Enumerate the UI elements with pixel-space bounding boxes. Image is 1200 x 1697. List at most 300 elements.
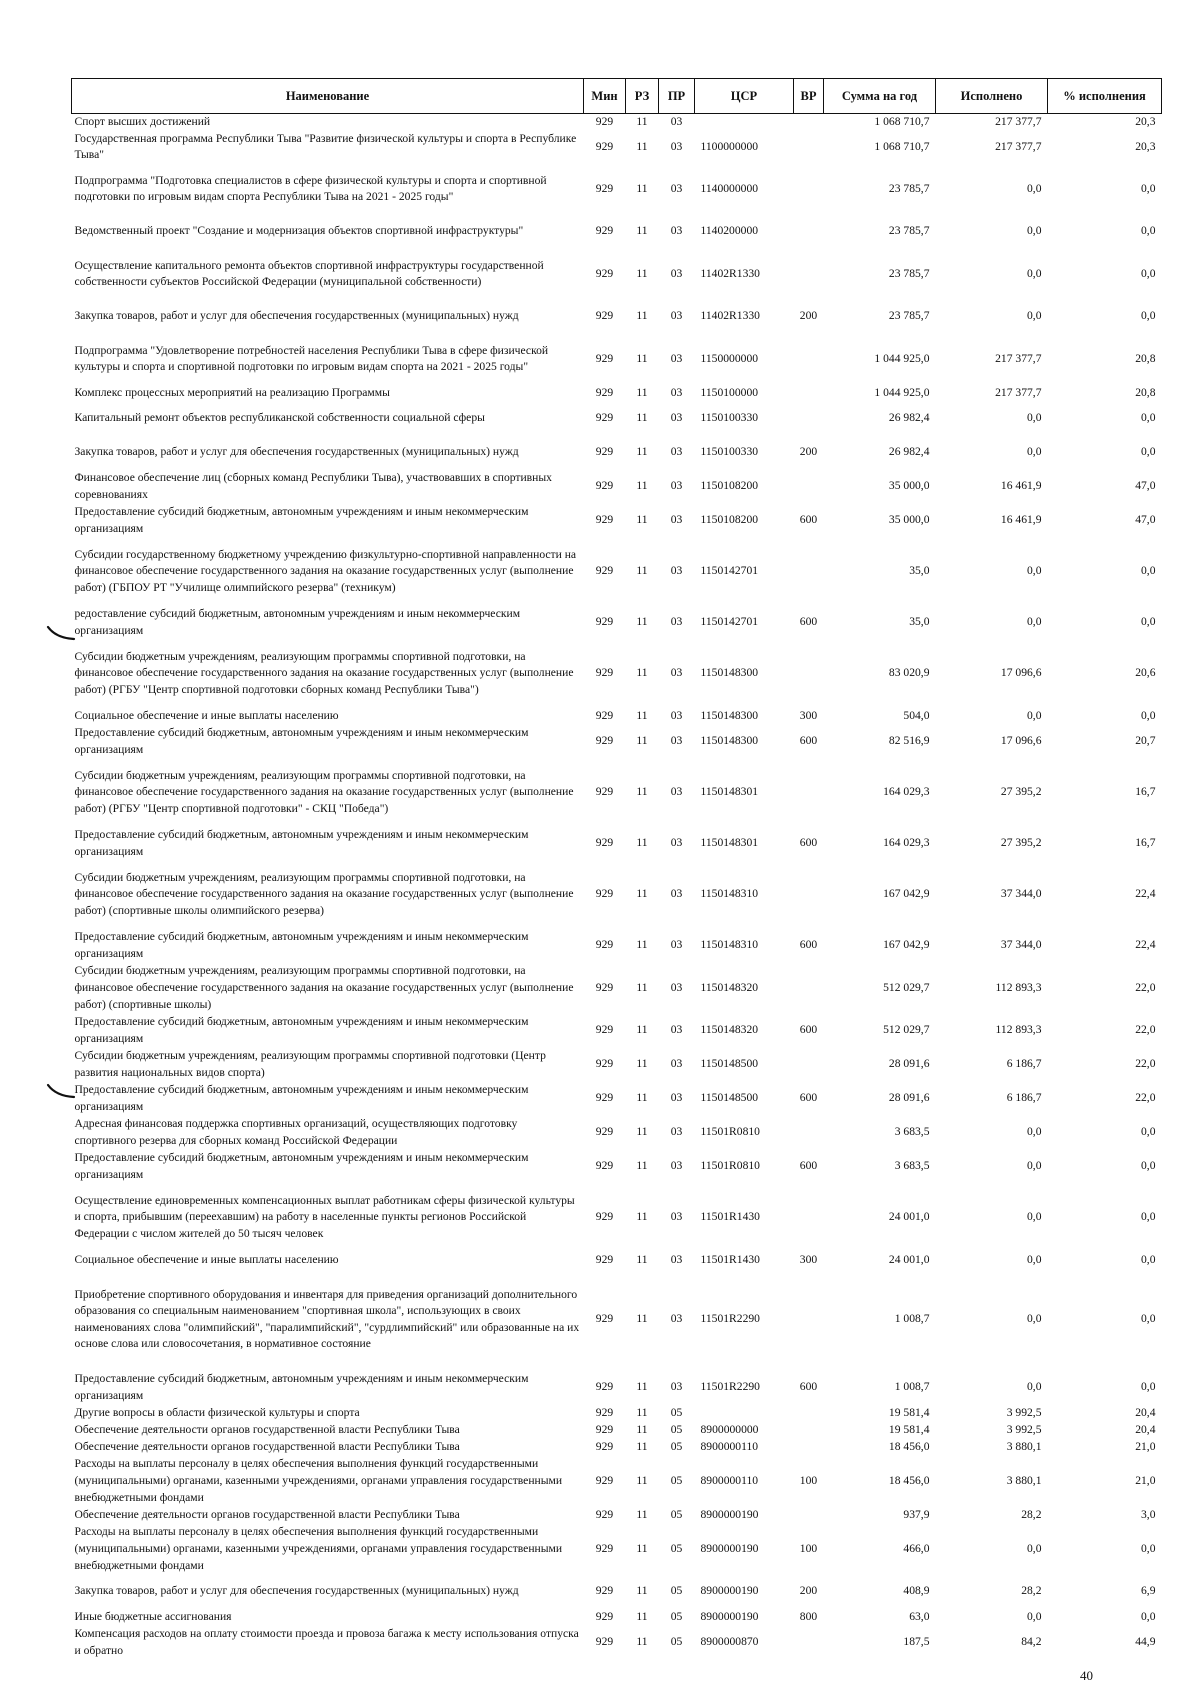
row-percent: 3,0 (1141, 1507, 1156, 1521)
row-vr (794, 640, 824, 708)
row-min: 929 (595, 181, 614, 195)
header-sum: Сумма на год (824, 79, 936, 114)
row-sum: 1 044 925,0 (874, 385, 930, 399)
row-vr: 300 (799, 708, 818, 722)
row-sum: 1 068 710,7 (874, 115, 930, 128)
row-csr: 1150000000 (700, 351, 759, 365)
row-vr: 600 (799, 734, 818, 748)
row-min: 929 (595, 445, 614, 459)
row-csr (695, 1405, 794, 1422)
row-rz: 11 (636, 1541, 648, 1555)
row-name: Субсидии бюджетным учреждениям, реализующим программы спортивной подготовки, на финансовое обеспечение государственного задания на оказание государственных услуг (выполнение работ) (РГБУ "Центр спортивной подготовки" - СКЦ "Победа") (74, 768, 574, 816)
row-name: Предоставление субсидий бюджетным, автономным учреждениям и иным некоммерческим организациям (74, 828, 529, 858)
row-vr: 100 (799, 1473, 818, 1487)
row-sum: 466,0 (903, 1541, 930, 1555)
row-min: 929 (595, 1439, 614, 1453)
row-vr: 600 (799, 1159, 818, 1173)
row-min: 929 (595, 411, 614, 425)
row-sum: 1 008,7 (894, 1380, 930, 1394)
row-sum: 164 029,3 (883, 836, 930, 850)
row-rz: 11 (636, 708, 648, 722)
row-percent: 21,0 (1135, 1439, 1156, 1453)
table-row (72, 606, 1162, 640)
row-sum: 23 785,7 (888, 181, 930, 195)
row-percent: 0,0 (1141, 564, 1156, 578)
row-executed: 0,0 (1027, 1159, 1042, 1173)
row-vr (794, 963, 824, 1014)
row-min: 929 (595, 980, 614, 994)
row-pr: 03 (670, 1312, 683, 1326)
row-name: Предоставление субсидий бюджетным, автономным учреждениям и иным некоммерческим организациям (74, 726, 529, 756)
table-row (72, 1082, 1162, 1116)
row-csr: 1150148301 (700, 836, 759, 850)
row-percent: 20,8 (1135, 351, 1156, 365)
row-sum: 35 000,0 (888, 479, 930, 493)
row-min: 929 (595, 1380, 614, 1394)
row-min: 929 (595, 1125, 614, 1139)
row-csr: 1150148300 (700, 666, 759, 680)
row-sum: 28 091,6 (888, 1091, 930, 1105)
row-percent: 47,0 (1135, 479, 1156, 493)
row-csr: 11402R1330 (700, 309, 760, 323)
row-rz: 11 (636, 181, 648, 195)
row-executed: 3 880,1 (1006, 1439, 1042, 1453)
row-rz: 11 (636, 1023, 648, 1037)
row-vr (794, 164, 824, 215)
row-rz: 11 (636, 411, 648, 425)
row-vr (794, 861, 824, 929)
row-pr: 03 (670, 1023, 683, 1037)
row-executed: 0,0 (1027, 266, 1042, 280)
row-name: Осуществление единовременных компенсационных выплат работникам сферы физической культуры и спорта, прибывшим (переехавшим) на работу в населенные пункты регионов Российской Федерации с числом жителей до 50 тысяч человек (74, 1193, 575, 1241)
row-pr: 03 (670, 1159, 683, 1173)
row-name: Ведомственный проект "Создание и модернизация объектов спортивной инфраструктуры" (74, 224, 524, 238)
row-csr: 1150148500 (700, 1091, 759, 1105)
row-rz: 11 (636, 513, 648, 527)
row-percent: 22,0 (1135, 1091, 1156, 1105)
row-sum: 167 042,9 (883, 938, 930, 952)
row-name: Капитальный ремонт объектов республиканской собственности социальной сферы (74, 411, 485, 425)
row-vr: 600 (799, 836, 818, 850)
row-rz: 11 (636, 836, 648, 850)
row-executed: 0,0 (1027, 1312, 1042, 1326)
row-rz: 11 (636, 938, 648, 952)
row-csr: 8900000190 (700, 1609, 759, 1623)
row-percent: 16,7 (1135, 836, 1156, 850)
row-pr: 05 (670, 1635, 683, 1649)
row-min: 929 (595, 1252, 614, 1266)
row-pr: 03 (670, 115, 683, 128)
table-row (72, 215, 1162, 249)
row-sum: 35,0 (909, 615, 930, 629)
row-min: 929 (595, 1159, 614, 1173)
row-csr: 1150148310 (700, 938, 759, 952)
row-rz: 11 (636, 1609, 648, 1623)
row-csr: 8900000000 (700, 1422, 759, 1436)
row-pr: 03 (670, 734, 683, 748)
row-min: 929 (595, 1473, 614, 1487)
row-name: Подпрограмма "Подготовка специалистов в сфере физической культуры и спорта и спортивной подготовки по игровым видам спорта Республики Тыва на 2021 - 2025 годы" (74, 173, 547, 204)
row-sum: 63,0 (909, 1609, 930, 1623)
row-executed: 0,0 (1027, 1125, 1042, 1139)
row-min: 929 (595, 1023, 614, 1037)
row-min: 929 (595, 1635, 614, 1649)
table-row (72, 164, 1162, 215)
row-csr: 11501R2290 (700, 1380, 760, 1394)
row-sum: 23 785,7 (888, 309, 930, 323)
row-name: Социальное обеспечение и иные выплаты населению (74, 708, 339, 722)
row-pr: 05 (670, 1609, 683, 1623)
row-name: Адресная финансовая поддержка спортивных организаций, осуществляющих подготовку спортивного резерва для сборных команд Российской Федерации (74, 1117, 518, 1147)
row-vr (794, 1422, 824, 1439)
row-pr: 03 (670, 938, 683, 952)
table-row (72, 1575, 1162, 1609)
table-row (72, 1184, 1162, 1252)
row-min: 929 (595, 836, 614, 850)
header-min: Мин (584, 79, 626, 114)
row-name: Финансовое обеспечение лиц (сборных команд Республики Тыва), участвовавших в спортивных соревнованиях (74, 471, 552, 501)
row-pr: 03 (670, 980, 683, 994)
row-csr: 1140200000 (700, 224, 759, 238)
row-vr: 300 (799, 1252, 818, 1266)
row-rz: 11 (636, 887, 648, 901)
table-row (72, 1507, 1162, 1524)
row-executed: 0,0 (1027, 1380, 1042, 1394)
row-percent: 21,0 (1135, 1473, 1156, 1487)
row-percent: 0,0 (1141, 411, 1156, 425)
row-name: Расходы на выплаты персоналу в целях обеспечения выполнения функций государственными (муниципальными) органами, казенными учреждениями, органами управления государственными внебюджетными фондами (74, 1525, 563, 1572)
header-pr: ПР (659, 79, 695, 114)
row-pr: 03 (670, 1125, 683, 1139)
row-name: Компенсация расходов на оплату стоимости проезда и провоза багажа к месту использования отпуска и обратно (74, 1627, 579, 1657)
row-rz: 11 (636, 1439, 648, 1453)
row-name: Закупка товаров, работ и услуг для обеспечения государственных (муниципальных) нужд (74, 1584, 519, 1598)
row-name: Осуществление капитального ремонта объектов спортивной инфраструктуры государственной собственности субъектов Российской Федерации (муниципальной собственности) (74, 258, 544, 289)
row-csr: 1150148300 (700, 734, 759, 748)
row-min: 929 (595, 1057, 614, 1071)
row-rz: 11 (636, 351, 648, 365)
row-executed: 84,2 (1021, 1635, 1042, 1649)
row-sum: 3 683,5 (894, 1159, 930, 1173)
row-rz: 11 (636, 1635, 648, 1649)
row-name: Предоставление субсидий бюджетным, автономным учреждениям и иным некоммерческим организациям (74, 505, 529, 535)
table-row (72, 1456, 1162, 1507)
row-executed: 16 461,9 (1000, 479, 1042, 493)
row-vr: 200 (799, 309, 818, 323)
row-percent: 0,0 (1141, 1210, 1156, 1224)
row-pr: 03 (670, 1091, 683, 1105)
row-sum: 35 000,0 (888, 513, 930, 527)
row-percent: 0,0 (1141, 1312, 1156, 1326)
row-sum: 187,5 (903, 1635, 930, 1649)
table-row (72, 861, 1162, 929)
row-min: 929 (595, 1422, 614, 1436)
row-executed: 112 893,3 (995, 1023, 1042, 1037)
row-percent: 0,0 (1141, 266, 1156, 280)
row-min: 929 (595, 615, 614, 629)
row-pr: 03 (670, 513, 683, 527)
row-executed: 3 992,5 (1006, 1405, 1042, 1419)
row-executed: 0,0 (1027, 411, 1042, 425)
header-name: Наименование (72, 79, 584, 114)
row-executed: 0,0 (1027, 615, 1042, 629)
row-percent: 20,3 (1135, 139, 1156, 153)
row-sum: 35,0 (909, 564, 930, 578)
row-executed: 0,0 (1027, 309, 1042, 323)
row-rz: 11 (636, 1422, 648, 1436)
table-row (72, 1405, 1162, 1422)
row-rz: 11 (636, 139, 648, 153)
row-percent: 0,0 (1141, 181, 1156, 195)
row-csr: 1150148301 (700, 785, 759, 799)
row-rz: 11 (636, 666, 648, 680)
row-csr: 1150142701 (700, 564, 759, 578)
row-name: Предоставление субсидий бюджетным, автономным учреждениям и иным некоммерческим организациям (74, 1083, 529, 1113)
row-name: Приобретение спортивного оборудования и инвентаря для приведения организаций дополнительного образования со специальным наименованием "спортивная школа", использующих в своих наименованиях слова "олимпийский", "паралимпийский", "сурдлимпийский" или образованные на их основе слова или словосочетания, в нормативное состояние (74, 1287, 580, 1351)
row-min: 929 (595, 309, 614, 323)
row-percent: 47,0 (1135, 513, 1156, 527)
row-min: 929 (595, 1091, 614, 1105)
row-csr: 8900000870 (700, 1635, 759, 1649)
row-sum: 167 042,9 (883, 887, 930, 901)
row-pr: 03 (670, 708, 683, 722)
row-pr: 03 (670, 139, 683, 153)
row-vr (794, 215, 824, 249)
row-pr: 05 (670, 1507, 683, 1521)
table-row (72, 929, 1162, 963)
row-rz: 11 (636, 445, 648, 459)
row-percent: 22,0 (1135, 1057, 1156, 1071)
table-body (72, 114, 1162, 1660)
row-vr: 600 (799, 615, 818, 629)
row-min: 929 (595, 938, 614, 952)
row-csr: 1150108200 (700, 513, 759, 527)
row-pr: 03 (670, 266, 683, 280)
row-percent: 20,8 (1135, 385, 1156, 399)
row-min: 929 (595, 139, 614, 153)
table-row (72, 1524, 1162, 1575)
row-vr (794, 470, 824, 504)
row-sum: 26 982,4 (888, 445, 930, 459)
row-vr (794, 402, 824, 436)
row-pr: 03 (670, 224, 683, 238)
row-rz: 11 (636, 1405, 648, 1419)
row-sum: 19 581,4 (888, 1422, 930, 1436)
row-csr: 11501R1430 (700, 1252, 760, 1266)
row-executed: 17 096,6 (1000, 734, 1042, 748)
header-vr: ВР (794, 79, 824, 114)
row-pr: 03 (670, 615, 683, 629)
row-executed: 37 344,0 (1000, 938, 1042, 952)
row-percent: 0,0 (1141, 224, 1156, 238)
row-rz: 11 (636, 1507, 648, 1521)
row-rz: 11 (636, 1473, 648, 1487)
header-percent: % исполнения (1048, 79, 1162, 114)
row-percent: 22,0 (1135, 1023, 1156, 1037)
pen-mark-1 (46, 624, 76, 642)
table-row (72, 1252, 1162, 1269)
row-min: 929 (595, 513, 614, 527)
row-rz: 11 (636, 734, 648, 748)
row-vr (794, 1116, 824, 1150)
row-sum: 24 001,0 (888, 1210, 930, 1224)
row-pr: 03 (670, 445, 683, 459)
table-row (72, 385, 1162, 402)
row-name: Субсидии бюджетным учреждениям, реализующим программы спортивной подготовки, на финансовое обеспечение государственного задания на оказание государственных услуг (выполнение работ) (спортивные школы олимпийского резерва) (74, 870, 574, 918)
table-row (72, 1116, 1162, 1150)
row-name: Закупка товаров, работ и услуг для обеспечения государственных (муниципальных) нужд (74, 445, 519, 459)
row-csr: 1150100330 (700, 445, 759, 459)
row-pr: 05 (670, 1473, 683, 1487)
table-row (72, 708, 1162, 725)
row-name: Закупка товаров, работ и услуг для обеспечения государственных (муниципальных) нужд (74, 309, 519, 323)
row-name: Обеспечение деятельности органов государственной власти Республики Тыва (74, 1439, 460, 1453)
row-percent: 0,0 (1141, 309, 1156, 323)
table-row (72, 300, 1162, 334)
row-sum: 82 516,9 (888, 734, 930, 748)
row-pr: 05 (670, 1422, 683, 1436)
row-pr: 03 (670, 666, 683, 680)
row-pr: 03 (670, 564, 683, 578)
row-vr (794, 1269, 824, 1371)
row-pr: 03 (670, 785, 683, 799)
row-sum: 1 044 925,0 (874, 351, 930, 365)
row-min: 929 (595, 708, 614, 722)
table-row (72, 334, 1162, 385)
row-sum: 83 020,9 (888, 666, 930, 680)
table-row (72, 1422, 1162, 1439)
row-name: Социальное обеспечение и иные выплаты населению (74, 1252, 339, 1266)
budget-table (71, 78, 1162, 1660)
row-name: Предоставление субсидий бюджетным, автономным учреждениям и иным некоммерческим организациям (74, 930, 529, 960)
row-pr: 03 (670, 479, 683, 493)
row-vr (794, 759, 824, 827)
row-vr: 200 (799, 445, 818, 459)
row-executed: 0,0 (1027, 181, 1042, 195)
row-pr: 03 (670, 1057, 683, 1071)
row-percent: 0,0 (1141, 615, 1156, 629)
row-sum: 512 029,7 (883, 1023, 930, 1037)
row-csr: 11501R1430 (700, 1210, 760, 1224)
row-min: 929 (595, 385, 614, 399)
row-executed: 28,2 (1021, 1507, 1042, 1521)
row-sum: 164 029,3 (883, 785, 930, 799)
row-min: 929 (595, 1210, 614, 1224)
row-name: Государственная программа Республики Тыва "Развитие физической культуры и спорта в Республике Тыва" (74, 131, 577, 162)
row-executed: 6 186,7 (1006, 1057, 1042, 1071)
row-vr (794, 1507, 824, 1524)
row-vr: 600 (799, 1380, 818, 1394)
row-rz: 11 (636, 615, 648, 629)
row-vr (794, 114, 824, 131)
table-row (72, 504, 1162, 538)
row-sum: 24 001,0 (888, 1252, 930, 1266)
table-row (72, 827, 1162, 861)
row-csr: 11501R0810 (700, 1125, 760, 1139)
table-row (72, 1048, 1162, 1082)
row-pr: 03 (670, 411, 683, 425)
row-rz: 11 (636, 1159, 648, 1173)
row-min: 929 (595, 351, 614, 365)
row-sum: 28 091,6 (888, 1057, 930, 1071)
row-rz: 11 (636, 980, 648, 994)
row-name: Другие вопросы в области физической культуры и спорта (74, 1405, 360, 1419)
row-csr: 1150100000 (700, 385, 759, 399)
row-name: Предоставление субсидий бюджетным, автономным учреждениям и иным некоммерческим организациям (74, 1151, 529, 1181)
row-vr: 800 (799, 1609, 818, 1623)
table-row (72, 470, 1162, 504)
row-rz: 11 (636, 1252, 648, 1266)
table-row (72, 1150, 1162, 1184)
row-name: Расходы на выплаты персоналу в целях обеспечения выполнения функций государственными (муниципальными) органами, казенными учреждениями, органами управления государственными внебюджетными фондами (74, 1457, 563, 1504)
row-vr: 600 (799, 1023, 818, 1037)
row-percent: 22,4 (1135, 938, 1156, 952)
row-rz: 11 (636, 385, 648, 399)
row-executed: 217 377,7 (995, 385, 1042, 399)
row-name: Субсидии бюджетным учреждениям, реализующим программы спортивной подготовки, на финансовое обеспечение государственного задания на оказание государственных услуг (выполнение работ) (спортивные школы) (74, 964, 574, 1011)
row-percent: 0,0 (1141, 445, 1156, 459)
row-rz: 11 (636, 266, 648, 280)
row-executed: 0,0 (1027, 1541, 1042, 1555)
row-rz: 11 (636, 224, 648, 238)
row-percent: 0,0 (1141, 1541, 1156, 1555)
table-row (72, 1014, 1162, 1048)
row-percent: 20,6 (1135, 666, 1156, 680)
row-csr: 8900000110 (700, 1473, 759, 1487)
row-min: 929 (595, 1405, 614, 1419)
row-executed: 0,0 (1027, 224, 1042, 238)
row-vr (794, 1405, 824, 1422)
row-sum: 3 683,5 (894, 1125, 930, 1139)
row-sum: 408,9 (903, 1584, 930, 1598)
row-min: 929 (595, 479, 614, 493)
table-row (72, 963, 1162, 1014)
row-name: Обеспечение деятельности органов государственной власти Республики Тыва (74, 1422, 460, 1436)
row-csr: 1150148320 (700, 980, 759, 994)
row-executed: 0,0 (1027, 564, 1042, 578)
table-row (72, 1371, 1162, 1405)
row-pr: 03 (670, 1252, 683, 1266)
row-percent: 22,0 (1135, 980, 1156, 994)
row-csr: 11501R2290 (700, 1312, 760, 1326)
row-executed: 217 377,7 (995, 351, 1042, 365)
header-executed: Исполнено (936, 79, 1048, 114)
row-executed: 37 344,0 (1000, 887, 1042, 901)
row-rz: 11 (636, 115, 648, 128)
row-executed: 0,0 (1027, 445, 1042, 459)
row-executed: 217 377,7 (995, 115, 1042, 128)
table-row (72, 538, 1162, 606)
row-name: Субсидии бюджетным учреждениям, реализующим программы спортивной подготовки (Центр развития национальных видов спорта) (74, 1049, 546, 1079)
row-vr: 600 (799, 1091, 818, 1105)
row-rz: 11 (636, 1091, 648, 1105)
row-sum: 18 456,0 (888, 1439, 930, 1453)
row-csr: 8900000190 (700, 1584, 759, 1598)
row-rz: 11 (636, 1584, 648, 1598)
row-name: Комплекс процессных мероприятий на реализацию Программы (74, 385, 390, 399)
row-min: 929 (595, 1609, 614, 1623)
row-rz: 11 (636, 1380, 648, 1394)
table-row (72, 1609, 1162, 1626)
row-min: 929 (595, 266, 614, 280)
row-name: Субсидии бюджетным учреждениям, реализующим программы спортивной подготовки, на финансовое обеспечение государственного задания на оказание государственных услуг (выполнение работ) (РГБУ "Центр спортивной подготовки сборных команд Республики Тыва") (74, 649, 574, 697)
row-rz: 11 (636, 1210, 648, 1224)
row-percent: 20,3 (1135, 115, 1156, 128)
row-min: 929 (595, 1584, 614, 1598)
table-header (72, 79, 1162, 114)
row-sum: 1 068 710,7 (874, 139, 930, 153)
row-vr (794, 385, 824, 402)
